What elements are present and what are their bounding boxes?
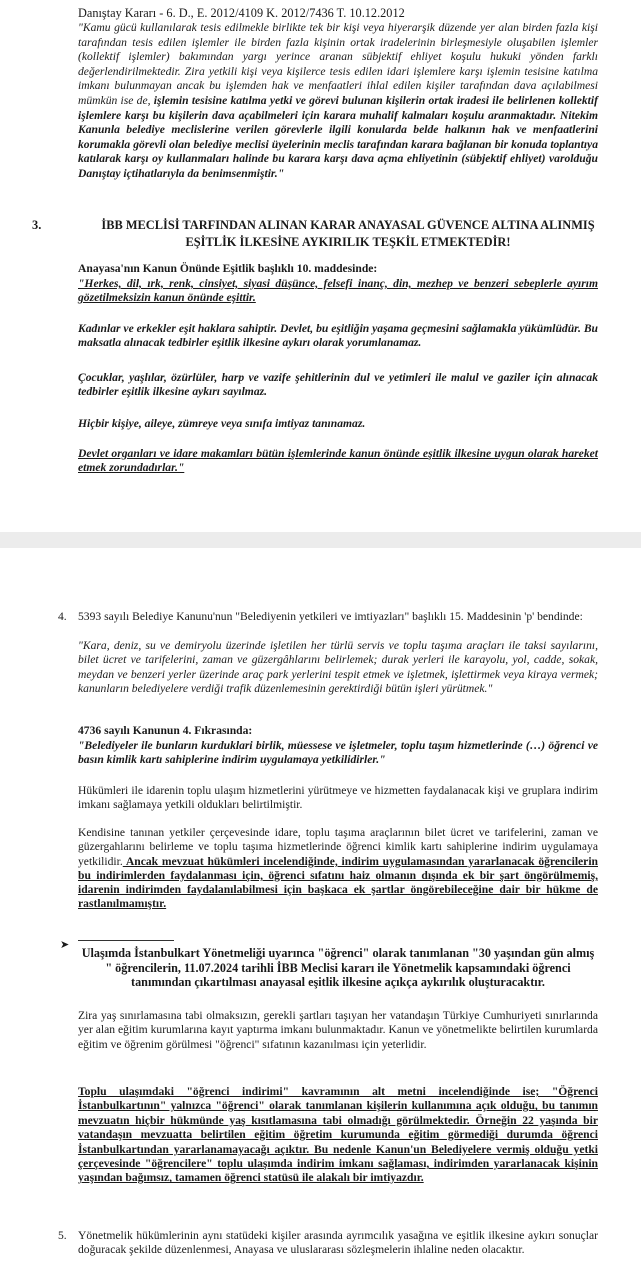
article-paragraph-2: Kadınlar ve erkekler eşit haklara sahiptir. Devlet, bu eşitliğin yaşama geçmesini sağlamakla yükümlüdür. Bu maksatla alınacak tedbirler eşitlik ilkesine aykırı olarak yorumlanamaz.	[78, 322, 598, 350]
article-intro: Anayasa'nın Kanun Önünde Eşitlik başlıklı 10. maddesinde:	[78, 262, 378, 275]
zira-paragraph: Zira yaş sınırlamasına tabi olmaksızın, gerekli şartları taşıyan her vatandaşın Türkiye Cumhuriyeti sınırlarında yer alan eğitim kurumlarına kayıt yaptırma imkanı bulunmaktadır. Kanun ve yönetmelikte belirtilen kurumlarda eğitim ve öğrenim görülmesi "öğrenci" sıfatının kazanılması için yeterlidir.	[78, 1009, 598, 1051]
hukumleri-paragraph: Hükümleri ile idarenin toplu ulaşım hizmetlerini yürütmeye ve hizmetten faydalanacak kişi ve gruplara indirim imkanı sağlamaya yetkili oldukları belirtilmiştir.	[78, 784, 598, 812]
item-4-number: 4.	[58, 610, 67, 623]
kendisine-regular: Kendisine tanınan yetkiler çerçevesinde idare, toplu taşıma araçlarının bilet ücret ve tarifelerini, zaman ve güzergahlarını belirleme ve toplu taşıma hizmetlerinde öğrenci kimlik kartı sahiplerine indirim uygulamaya yetkilidir.	[78, 826, 598, 868]
document-page-1	[0, 0, 641, 532]
belediye-kanunu-quote: "Kara, deniz, su ve demiryolu üzerinde işletilen her türlü servis ve toplu taşıma araçları ile taksi sayılarını, bilet ücret ve tarifelerini, zaman ve güzergâhlarını belirlemek; durak yerleri ile karayolu, yol, cadde, sokak, meydan ve benzeri yerler üzerinde araç park yerlerini tespit etmek ve işletmek, işlettirmek veya kiraya vermek; kanunların belediyelere verdiği trafik düzenlemesinin gerektirdiği bütün işleri yürütmek."	[78, 639, 598, 695]
arrow-bullet-icon: ➤	[60, 939, 70, 951]
section-heading-text: İBB MECLİSİ TARFINDAN ALINAN KARAR ANAYASAL GÜVENCE ALTINA ALINMIŞ EŞİTLİK İLKESİNE AYKIRILIK TEŞKİL ETMEKTEDİR!	[101, 218, 595, 249]
section-number: 3.	[32, 218, 42, 232]
blank-rule	[78, 940, 174, 941]
article-paragraph-3: Çocuklar, yaşlılar, özürlüler, harp ve vazife şehitlerinin dul ve yetimleri ile malul ve gaziler için alınacak tedbirler eşitlik ilkesine aykırı sayılmaz.	[78, 371, 598, 399]
item-5-text: Yönetmelik hükümlerinin aynı statüdeki kişiler arasında ayrımcılık yasağına ve eşitlik ilkesine aykırı sonuçlar doğuracak şekilde düzenlenmesi, Anayasa ve uluslararası sözleşmelerin ihlaline neden olacaktır.	[78, 1229, 598, 1257]
law-4736-quote: "Belediyeler ile bunların kurduklari birlik, müessese ve işletmeler, toplu taşım hizmetlerinde (…) öğrenci ve basın kimlik kartı sahiplerine indirim uygulamaya yetkilidirler."	[78, 739, 598, 767]
article-paragraph-1: "Herkes, dil, ırk, renk, cinsiyet, siyasi düşünce, felsefi inanç, din, mezhep ve benzeri sebeplerle ayırım gözetilmeksizin kanun önünde eşittir.	[78, 277, 598, 305]
document-page-2	[0, 548, 641, 1285]
highlight-statement: Ulaşımda İstanbulkart Yönetmeliği uyarınca "öğrenci" olarak tanımlanan "30 yaşından gün almış " öğrencilerin, 11.07.2024 tarihli İBB Meclisi kararı ile Yönetmelik kapsamındaki öğrenci tanımından çıkartılması anayasal eşitlik ilkesine açıkça aykırılık oluşturacaktır.	[81, 946, 595, 990]
item-4-intro: 5393 sayılı Belediye Kanunu'nun "Belediyenin yetkileri ve imtiyazları" başlıklı 15. Maddesinin 'p' bendinde:	[78, 610, 583, 623]
decision-title: Danıştay Kararı - 6. D., E. 2012/4109 K. 2012/7436 T. 10.12.2012	[78, 6, 405, 20]
kendisine-bold: Ancak mevzuat hükümleri incelendiğinde, indirim uygulamasından yararlanacak öğrencilerin bu indirimlerden faydalanması için, öğrenci sıfatını haiz olmanın dışında ek bir şart öngörülmemiş, idarenin indirimden faydalanılabilmesi için başkaca ek şartlar öngörebileceğine dair bir hükme de rastlanılmamıştır.	[78, 854, 598, 911]
toplu-ulasim-paragraph: Toplu ulaşımdaki "öğrenci indirimi" kavramının alt metni incelendiğinde ise; "Öğrenci İstanbulkartının" yalnızca "öğrenci" olarak tanımlanan kişilerin kullanımına açık olduğu, bu tanımın mevzuatın hiçbir hükmünde yaş kısıtlamasına tabi olmadığı görülmektedir. Örneğin 22 yaşında bir vatandaşın mevzuatta belirtilen eğitim öğretim kurumunda eğitim görmediği durumda öğrenci İstanbulkartından yararlanamayacağı açıktır. Bu nedenle Kanun'un Belediyelere vermiş olduğu yetki çerçevesinde "öğrencilere" toplu ulaşımda indirim imkanı sağlaması, indirimden yararlanacak kişinin yaşından bağımsız, tamamen öğrenci statüsü ile alakalı bir imtiyazdır.	[78, 1085, 598, 1185]
page-break	[0, 532, 641, 548]
item-5-number: 5.	[58, 1229, 67, 1242]
article-paragraph-4: Hiçbir kişiye, aileye, zümreye veya sınıfa imtiyaz tanınamaz.	[78, 417, 366, 430]
danistay-quote-bold: işlemin tesisine katılma yetki ve görevi bulunan kişilerin ortak iradesi ile belirlenen kollektif işlemlere karşı bu kişilerin dava açabilmeleri için karara muhalif kalmaları koşulu aranmaktadır. Nitekim Kanunla belediye meclislerine verilen görevlerle ilgili konularda belde halkının hak ve menfaatlerini korumakla görevli olan belediye meclisi üyelerinin meclis tarafından karara bağlanan bir konuda toplantıya katılarak karşı oy kullanmaları halinde bu karara karşı dava açma ehliyetinin (sübjektif ehliyet) varolduğu Danıştay içtihatlarıyla da benimsenmiştir."	[78, 93, 598, 180]
article-paragraph-5: Devlet organları ve idare makamları bütün işlemlerinde kanun önünde eşitlik ilkesine uygun olarak hareket etmek zorundadırlar."	[78, 447, 598, 475]
law-4736-title: 4736 sayılı Kanunun 4. Fıkrasında:	[78, 724, 253, 737]
danistay-quote-regular: "Kamu gücü kullanılarak tesis edilmekle birlikte tek bir kişi veya hiyerarşik düzende yer alan birden fazla kişi tarafından tesis edilen işlemler ile birden fazla kişinin ortak iradelerinin birleşmesiyle oluşabilen işlemler (kollektif işlemler) bakımından yargı yerince aranan sübjektif ehliyet koşulu hukuki yönden farklı değerlendirilmektedir. Zira yetkili kişi veya kişilerce tesis edilen idari işlemlere karşı işlemin tesisine katılma imkanı bulunmayan ancak bu işlemden hak ve menfaatleri ihlal edilen kişiler tarafından dava açılabilmesi mümkün ise de,	[78, 21, 598, 107]
kendisine-paragraph	[78, 826, 598, 912]
danistay-quote	[78, 21, 598, 182]
